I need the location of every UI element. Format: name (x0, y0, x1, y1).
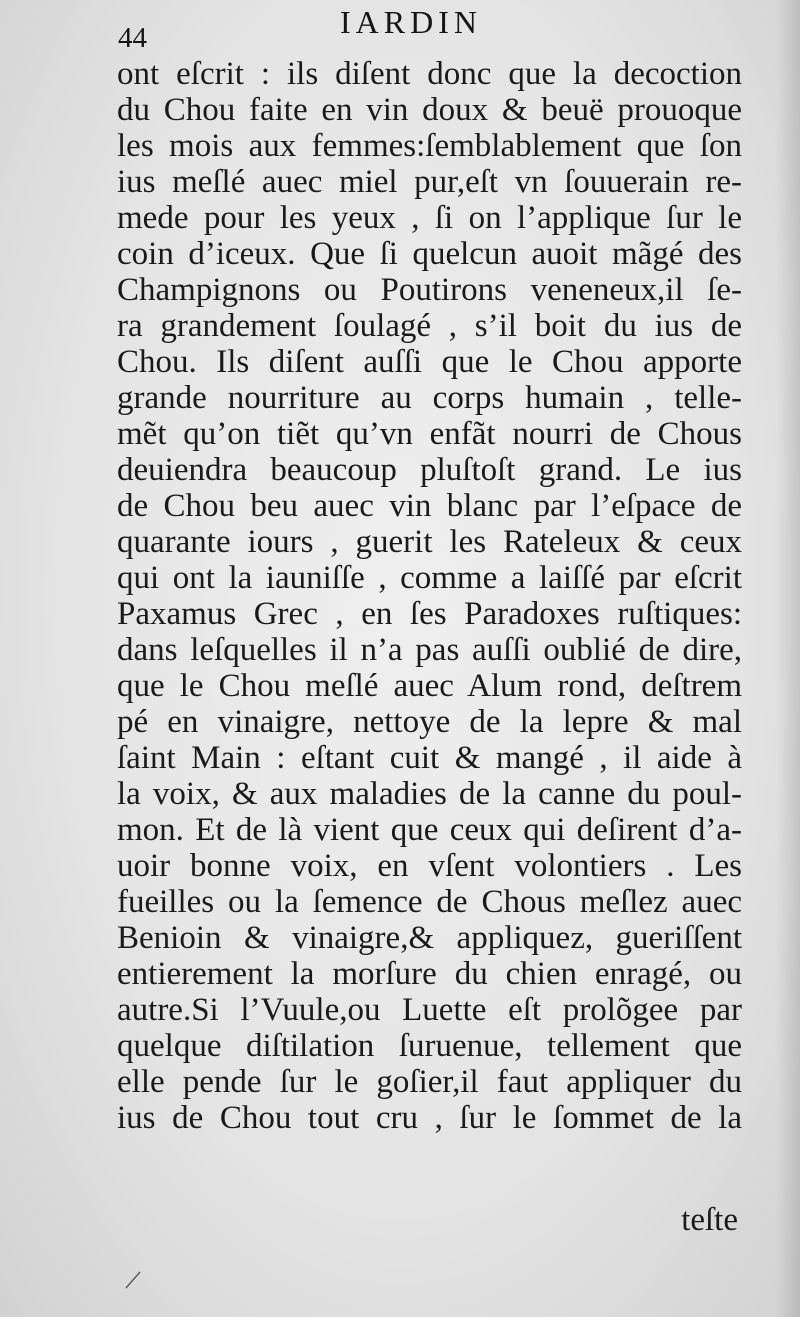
text-line: entierement la morſure du chien enragé, ou (117, 956, 742, 992)
text-line: qui ont la iauniſſe , comme a laiſſé par eſcrit (117, 560, 742, 596)
body-text (117, 56, 742, 1136)
text-line: fueilles ou la ſemence de Chous meſlez auec (117, 884, 742, 920)
text-line: deuiendra beaucoup pluſtoſt grand. Le ius (117, 452, 742, 488)
text-line: ſaint Main : eſtant cuit & mangé , il aide à (117, 740, 742, 776)
text-line: quarante iours , guerit les Rateleux & ceux (117, 524, 742, 560)
text-line: uoir bonne voix, en vſent volontiers . Les (117, 848, 742, 884)
text-line: pé en vinaigre, nettoye de la lepre & mal (117, 704, 742, 740)
text-line: mẽt qu’on tiẽt qu’vn enfãt nourri de Chous (117, 416, 742, 452)
text-line: coin d’iceux. Que ſi quelcun auoit mãgé des (117, 236, 742, 272)
text-line: ont eſcrit : ils diſent donc que la decoction (117, 56, 742, 92)
text-line: grande nourriture au corps humain , telle- (117, 380, 742, 416)
page-number: 44 (118, 22, 147, 54)
text-line: dans leſquelles il n’a pas auſſi oublié de dire, (117, 632, 742, 668)
catchword: teſte (681, 1202, 738, 1238)
text-line: du Chou faite en vin doux & beuë prouoque (117, 92, 742, 128)
text-line: ius de Chou tout cru , ſur le ſommet de la (117, 1100, 742, 1136)
text-line: Benioin & vinaigre,& appliquez, gueriſſent (117, 920, 742, 956)
text-line: mede pour les yeux , ſi on l’applique ſur le (117, 200, 742, 236)
text-line: quelque diſtilation ſuruenue, tellement que (117, 1028, 742, 1064)
text-line: Paxamus Grec , en ſes Paradoxes ruſtiques: (117, 596, 742, 632)
text-line: ra grandement ſoulagé , s’il boit du ius de (117, 308, 742, 344)
running-head (0, 4, 800, 54)
text-line: les mois aux femmes:ſemblablement que ſon (117, 128, 742, 164)
text-line: Champignons ou Poutirons veneneux,il ſe- (117, 272, 742, 308)
text-line: la voix, & aux maladies de la canne du poul- (117, 776, 742, 812)
text-line: mon. Et de là vient que ceux qui deſirent d’a- (117, 812, 742, 848)
text-line: de Chou beu auec vin blanc par l’eſpace de (117, 488, 742, 524)
page-edge-shadow (776, 0, 800, 1317)
running-title: IARDIN (340, 4, 482, 40)
pen-stroke-mark (124, 1268, 146, 1290)
text-line: Chou. Ils diſent auſſi que le Chou apporte (117, 344, 742, 380)
text-line: elle pende ſur le goſier,il faut appliquer du (117, 1064, 742, 1100)
text-line: autre.Si l’Vuule,ou Luette eſt prolõgee par (117, 992, 742, 1028)
text-line: ius meſlé auec miel pur,eſt vn ſouuerain re- (117, 164, 742, 200)
text-line: que le Chou meſlé auec Alum rond, deſtrem (117, 668, 742, 704)
